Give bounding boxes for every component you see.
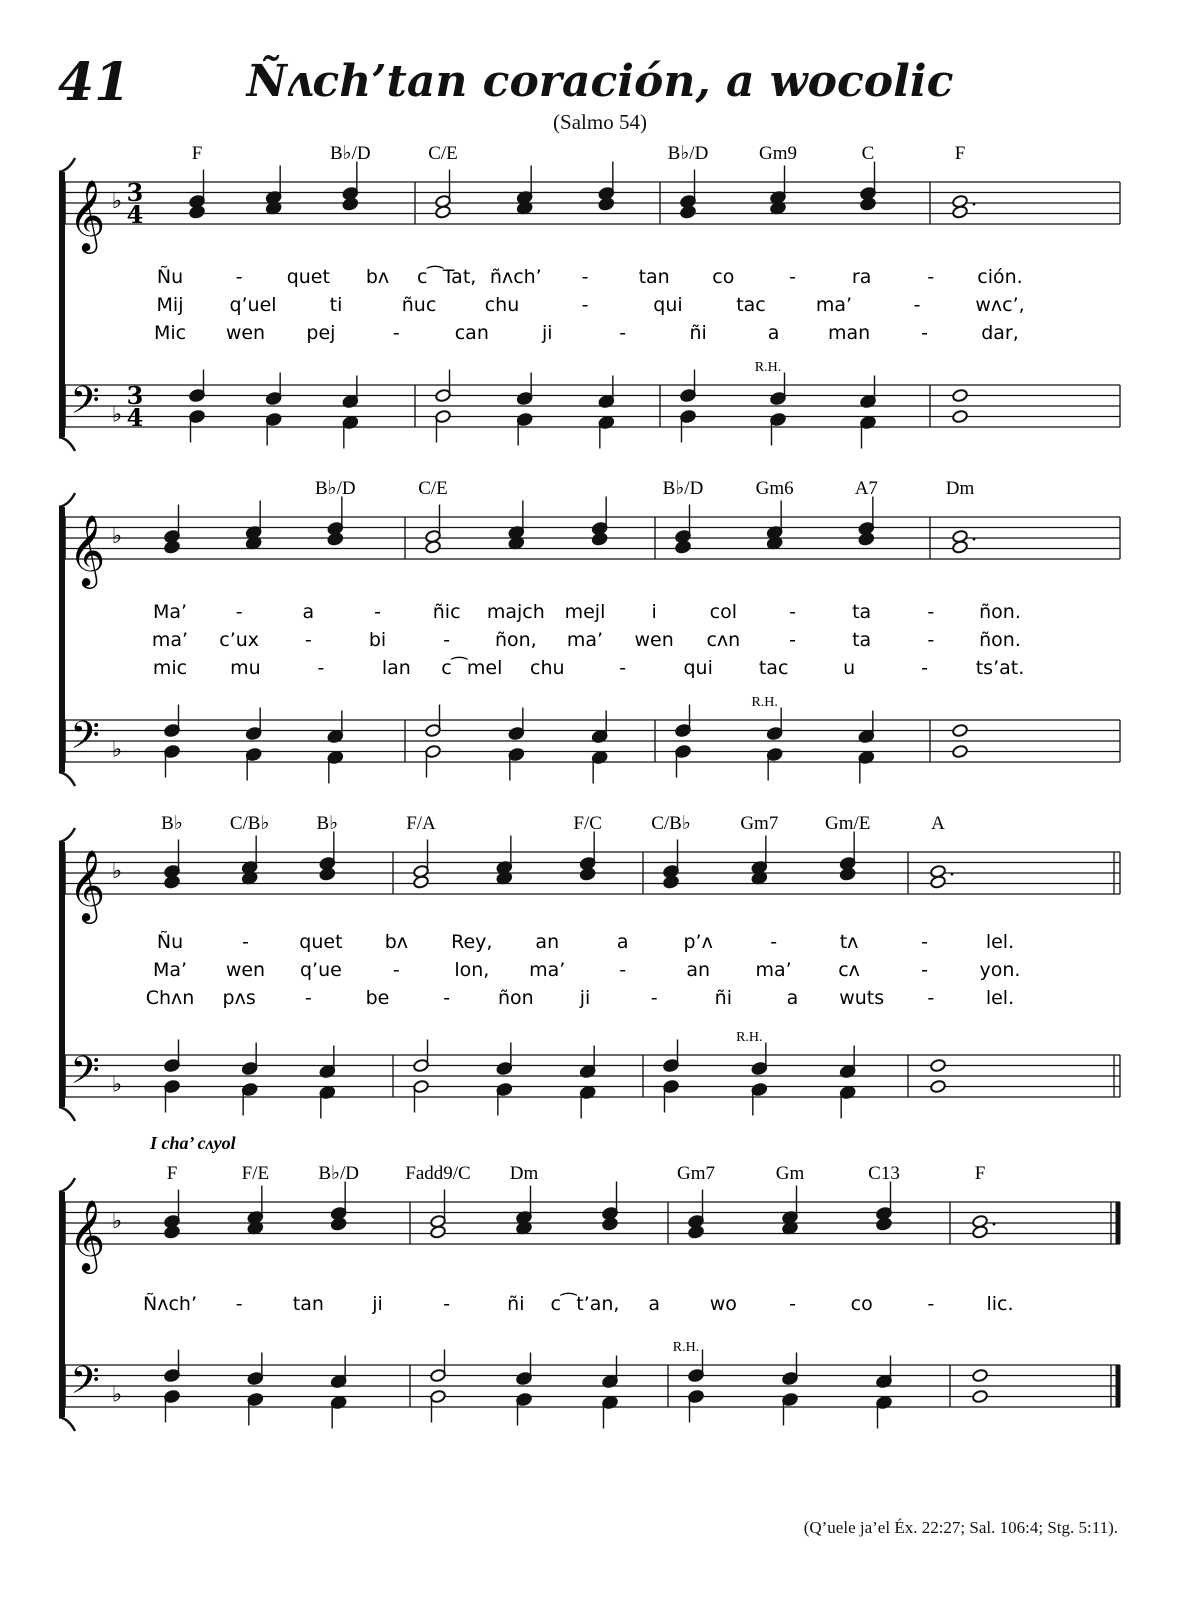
bass-clef-icon: 𝄢 [70,1047,100,1102]
treble-notehead [952,529,969,543]
lyric-syllable: mejl [564,601,606,623]
treble-clef-icon: 𝄞 [68,513,106,586]
lyric-syllable: lan [381,657,411,679]
chord-symbol: Dm [509,1163,539,1184]
chord-symbol: Dm [945,478,975,499]
dot: · [948,863,956,888]
chord-symbol: Gm7 [677,1163,715,1184]
bracket-top-hook [59,828,75,842]
lyric-syllable: - [927,266,935,288]
lyric-syllable: wuts [839,987,885,1009]
lyric-syllable: - [789,1293,796,1315]
lyric-syllable: an [535,931,560,953]
lyric-syllable: ra [851,266,872,288]
lyric-syllable: cʌn [706,629,741,651]
chord-symbol: C/E [428,143,458,164]
lyric-syllable: Mij [156,294,184,316]
time-signature-bottom: 4 [126,403,144,432]
chord-symbol: B♭/D [662,478,704,499]
lyric-syllable: ma’ [529,959,566,981]
lyric-syllable: - [913,294,921,316]
lyric-syllable: - [921,931,928,953]
lyric-syllable: Ma’ [152,959,188,981]
lyric-syllable: ts’at. [975,657,1025,679]
lyric-syllable: - [235,266,243,288]
lyric-syllable: ñon. [979,629,1021,651]
chord-symbol: C/B♭ [229,813,270,834]
lyric-syllable: quet [299,931,343,953]
bass-clef-icon: 𝄢 [70,377,100,432]
lyric-syllable: dar, [981,322,1019,344]
lyric-syllable: - [921,959,928,981]
key-signature-flat-icon: ♭ [111,1072,123,1098]
lyric-syllable: chu [484,294,520,316]
lyric-syllable: - [443,987,451,1009]
lyric-syllable: - [927,1293,935,1315]
bracket-bottom-hook [59,437,75,451]
chord-symbol: C/E [418,478,448,499]
lyric-syllable: Ma’ [152,601,188,623]
lyric-syllable: - [619,657,627,679]
lyric-syllable: wen [225,959,266,981]
lyric-syllable: tʌ [839,931,859,953]
lyric-syllable: ñʌch’ [489,266,542,288]
lyric-syllable: ñic [432,601,461,623]
lyric-syllable: bi [368,629,387,651]
lyric-syllable: wʌc’, [975,294,1025,316]
time-signature-top: 3 [126,178,144,207]
chord-symbol: Gm/E [824,813,871,834]
chord-symbol: Gm7 [740,813,779,834]
chord-symbol: F [974,1163,986,1184]
lyric-syllable: ma’ [815,294,853,316]
chord-symbol: B♭/D [315,478,356,499]
lyric-syllable: Mic [153,322,187,344]
lyric-syllable: lel. [985,931,1015,953]
lyric-syllable: - [392,322,400,344]
dot: · [970,193,978,218]
dot: · [990,1213,998,1238]
bass-notehead [952,744,969,758]
key-signature-flat-icon: ♭ [111,737,123,763]
lyric-syllable: ñon. [979,601,1021,623]
lyric-syllable: - [921,657,928,679]
lyric-syllable: ma’ [151,629,189,651]
chord-symbol: A7 [854,478,878,499]
lyric-syllable: ta [852,601,872,623]
chord-symbol: F [191,143,203,164]
lyric-syllable: q’ue [299,959,342,981]
lyric-syllable: - [789,266,796,288]
chord-symbol: F/E [241,1163,270,1184]
bass-notehead [930,1058,947,1072]
bracket-top-hook [59,1178,75,1192]
lyric-syllable: pʌs [222,987,256,1009]
key-signature-flat-icon: ♭ [111,402,123,428]
lyric-syllable: qui [653,294,683,316]
bass-clef-icon: 𝄢 [70,1357,100,1412]
lyric-syllable: tac [758,657,789,679]
lyric-syllable: be [365,987,390,1009]
lyric-syllable: - [235,1293,243,1315]
key-signature-flat-icon: ♭ [111,1209,123,1234]
lyric-syllable: - [927,629,935,651]
lyric-syllable: u [843,657,856,679]
treble-notehead [972,1214,989,1228]
bass-notehead [972,1389,989,1403]
lyric-syllable: lon, [454,959,490,981]
bass-notehead [952,723,969,737]
lyric-syllable: - [304,987,312,1009]
lyric-syllable: - [927,601,935,623]
lyric-syllable: wen [634,629,674,651]
lyric-syllable: Ñu [156,931,184,953]
lyric-syllable: - [235,601,243,623]
treble-clef-icon: 𝄞 [68,848,106,921]
chord-symbol: A [931,813,945,834]
key-signature-flat-icon: ♭ [111,524,123,549]
lyric-syllable: a [302,601,315,623]
hymn-subtitle: (Salmo 54) [553,110,647,134]
right-hand-marking: R.H. [736,1030,763,1045]
chord-symbol: F/A [406,813,436,834]
system-1 [59,143,1120,451]
chord-symbol: F/C [573,813,602,834]
hymn-number: 41 [58,52,131,113]
right-hand-marking: R.H. [672,1340,700,1355]
lyric-syllable: Ñʌch’ [143,1293,197,1315]
chord-symbol: B♭/D [318,1163,359,1184]
lyric-syllable: - [242,931,249,953]
lyric-syllable: c’ux [219,629,260,651]
bass-notehead [952,409,969,423]
lyric-syllable: - [317,657,325,679]
lyric-syllable: can [454,322,489,344]
bracket-top-hook [59,158,75,172]
bracket-top-hook [59,493,75,507]
lyric-syllable: - [443,1293,451,1315]
lyric-syllable: majch [486,601,545,623]
time-signature-top: 3 [126,381,144,410]
right-hand-marking: R.H. [751,695,778,710]
lyric-syllable: a [767,322,780,344]
lyric-syllable: ñi [689,322,707,344]
chord-symbol: B♭ [316,813,339,834]
key-signature-flat-icon: ♭ [111,189,123,214]
lyric-syllable: bʌ [365,266,390,288]
lyric-syllable: ti [329,294,343,316]
time-signature-bottom: 4 [126,200,144,229]
lyric-syllable: tan [638,266,670,288]
system-3 [59,813,1120,1121]
chord-symbol: Gm9 [759,143,797,164]
bass-notehead [952,388,969,402]
lyric-syllable: wen [225,322,266,344]
lyric-syllable: mu [230,657,261,679]
lyric-syllable: tac [736,294,766,316]
chord-symbol: C13 [868,1163,900,1184]
lyric-syllable: - [770,931,778,953]
chord-symbol: B♭/D [330,143,371,164]
right-hand-marking: R.H. [754,360,782,375]
lyric-syllable: - [443,629,451,651]
system-4 [59,1133,1120,1431]
chord-symbol: Gm [775,1163,805,1184]
lyric-syllable: mic [152,657,188,679]
lyric-syllable: ción. [977,266,1023,288]
lyric-syllable: ji [579,987,591,1009]
lyric-syllable: q’uel [229,294,277,316]
lyric-syllable: co [712,266,735,288]
dot: · [970,528,978,553]
lyric-syllable: ñi [507,1293,525,1315]
key-signature-flat-icon: ♭ [111,1382,123,1408]
lyric-syllable: cʌ [838,959,860,981]
bass-notehead [930,1079,947,1093]
lyric-syllable: - [581,266,589,288]
lyric-syllable: a [786,987,799,1009]
lyric-syllable: - [392,959,400,981]
lyric-syllable: i [651,601,657,623]
lyric-syllable: ma’ [755,959,792,981]
lyric-syllable: ji [541,322,553,344]
lyric-syllable: lel. [985,987,1015,1009]
lyric-syllable: ñon, [494,629,537,651]
chord-symbol: F [954,143,966,164]
lyric-syllable: tan [292,1293,324,1315]
chord-symbol: F [166,1163,178,1184]
lyric-syllable: - [581,294,589,316]
lyric-syllable: Chʌn [145,987,195,1009]
lyric-syllable: quet [286,266,330,288]
lyric-syllable: Ñu [156,266,184,288]
lyric-syllable: - [927,987,935,1009]
lyric-syllable: a [648,1293,660,1315]
lyric-syllable: c⁀Tat, [417,266,477,288]
system-2 [59,478,1120,786]
lyric-syllable: c⁀t’an, [550,1293,620,1315]
lyric-syllable: ta [852,629,872,651]
lyric-syllable: co [850,1293,873,1315]
lyric-syllable: - [921,322,928,344]
lyric-syllable: - [789,601,796,623]
chord-symbol: C [861,143,875,164]
lyric-syllable: ñi [714,987,732,1009]
bracket-bottom-hook [59,1107,75,1121]
lyric-syllable: chu [530,657,565,679]
bass-clef-icon: 𝄢 [70,712,100,767]
bass-notehead [972,1368,989,1382]
treble-clef-icon: 𝄞 [68,1198,106,1271]
key-signature-flat-icon: ♭ [111,859,123,884]
lyric-syllable: - [304,629,312,651]
lyric-syllable: - [619,959,627,981]
scripture-reference: (Q’uele ja’el Éx. 22:27; Sal. 106:4; Stg. 5:11). [803,1518,1118,1537]
lyric-syllable: ji [372,1293,383,1315]
lyric-syllable: - [374,601,381,623]
chord-symbol: Fadd9/C [405,1163,471,1184]
lyric-syllable: - [619,322,627,344]
lyric-syllable: p’ʌ [683,931,713,953]
lyric-syllable: wo [709,1293,737,1315]
lyric-syllable: col [709,601,738,623]
lyric-syllable: yon. [979,959,1021,981]
treble-notehead [952,194,969,208]
hymn-title: Ñʌch’tan coración, a wocolic [246,56,954,107]
chord-symbol: Gm6 [755,478,794,499]
bracket-bottom-hook [59,1417,75,1431]
lyric-syllable: lic. [986,1293,1014,1315]
lyric-syllable: - [789,629,796,651]
chord-symbol: C/B♭ [651,813,691,834]
lyric-syllable: pej [306,322,336,344]
lyric-syllable: qui [683,657,713,679]
lyric-syllable: - [650,987,658,1009]
chord-symbol: B♭/D [667,143,709,164]
lyric-syllable: c⁀mel [441,657,503,679]
lyric-syllable: Rey, [451,931,493,953]
chord-symbol: B♭ [161,813,183,834]
lyric-syllable: bʌ [384,931,409,953]
section-marking: I cha’ cʌyol [150,1133,236,1153]
treble-clef-icon: 𝄞 [68,178,106,251]
lyric-syllable: ñon [497,987,534,1009]
lyric-syllable: a [616,931,629,953]
bracket-bottom-hook [59,772,75,786]
treble-notehead [930,864,947,878]
lyric-syllable: ma’ [566,629,604,651]
lyric-syllable: man [827,322,871,344]
lyric-syllable: an [686,959,711,981]
lyric-syllable: ñuc [401,294,437,316]
